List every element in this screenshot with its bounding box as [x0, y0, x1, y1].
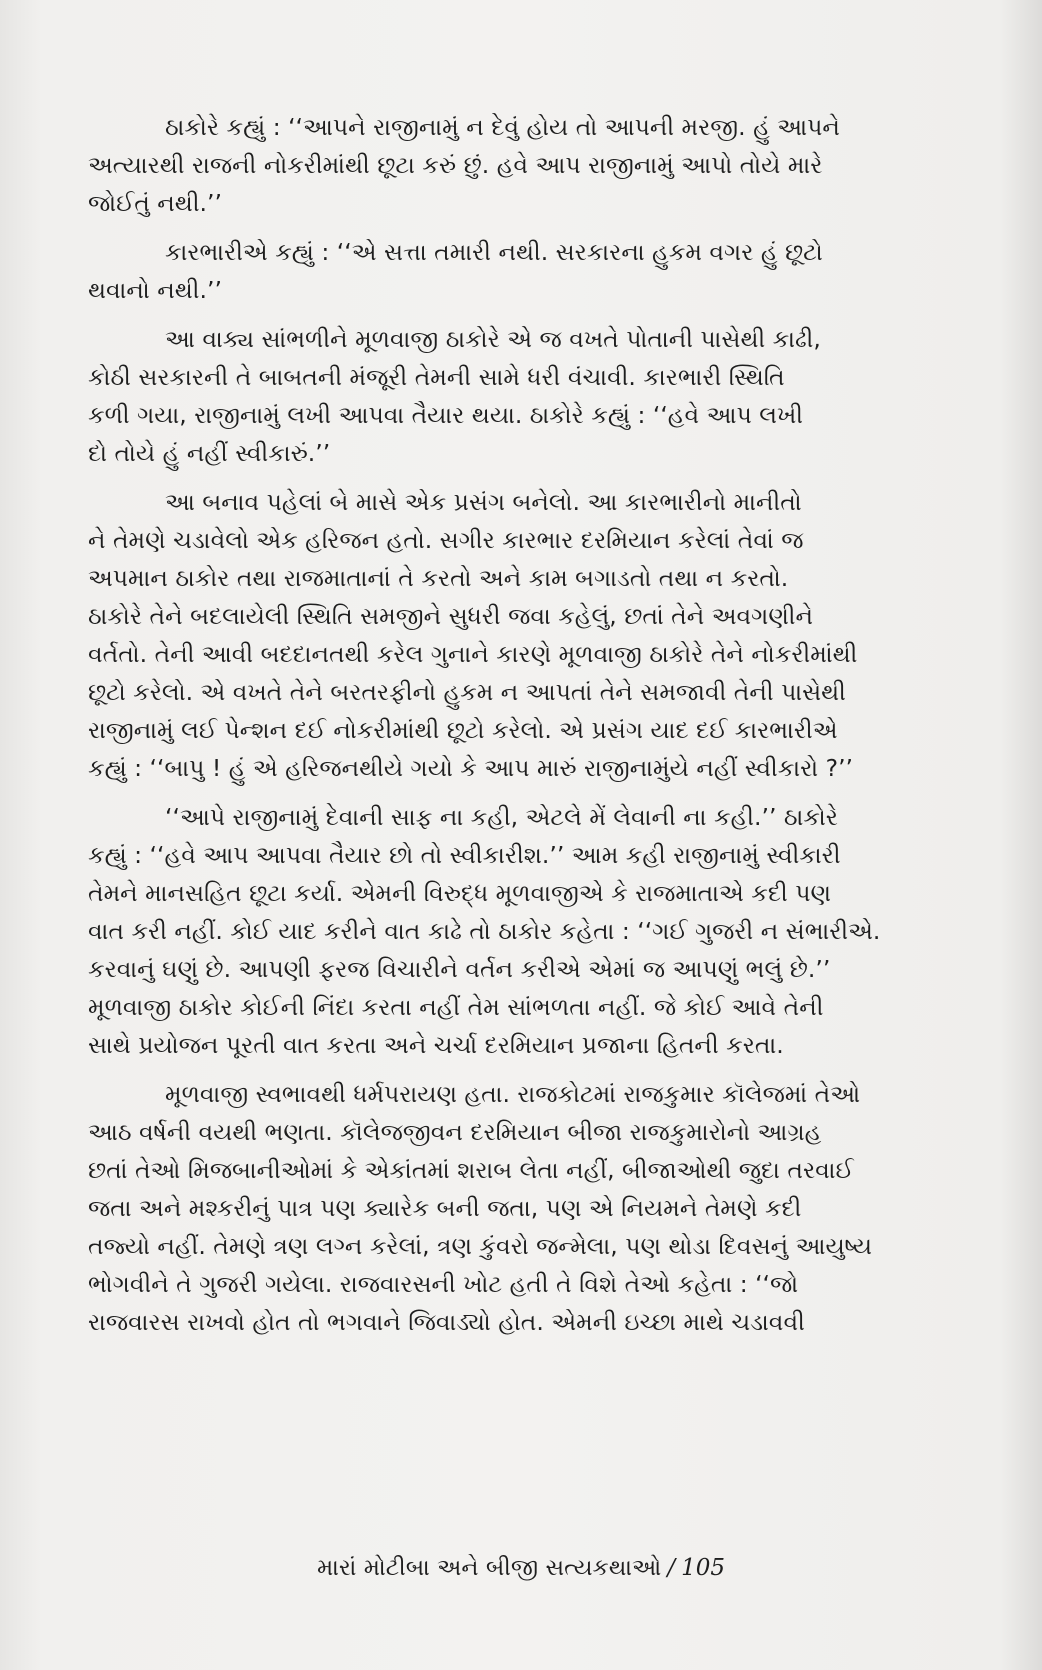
text-line: મૂળવાજી ઠાકોર કોઈની નિંદા કરતા નહીં તેમ સાંભળતા નહીં. જે કોઈ આવે તેની — [88, 993, 824, 1021]
text-line: અપમાન ઠાકોર તથા રાજમાતાનાં તે કરતો અને કામ બગાડતો તથા ન કરતો. — [88, 564, 789, 592]
text-line: કળી ગયા, રાજીનામું લખી આપવા તૈયાર થયા. ઠાકોરે કહ્યું : ‘‘હવે આપ લખી — [88, 401, 804, 429]
text-line: તેમને માનસહિત છૂટા કર્યા. એમની વિરુદ્ધ મૂળવાજીએ કે રાજમાતાએ કદી પણ — [88, 879, 831, 907]
text-line: કારભારીએ કહ્યું : ‘‘એ સત્તા તમારી નથી. સરકારના હુકમ વગર હું છૂટો — [165, 238, 823, 266]
paragraph — [88, 108, 910, 222]
text-line: કોઠી સરકારની તે બાબતની મંજૂરી તેમની સામે ધરી વંચાવી. કારભારી સ્થિતિ — [88, 363, 785, 391]
text-line: કહ્યું : ‘‘હવે આપ આપવા તૈયાર છો તો સ્વીકારીશ.’’ આમ કહી રાજીનામું સ્વીકારી — [88, 841, 841, 869]
text-line: મૂળવાજી સ્વભાવથી ધર્મપરાયણ હતા. રાજકોટમાં રાજકુમાર કૉલેજમાં તેઓ — [165, 1080, 861, 1108]
text-line: જતા અને મશ્કરીનું પાત્ર પણ ક્યારેક બની જતા, પણ એ નિયમને તેમણે કદી — [88, 1194, 802, 1222]
text-line: કહ્યું : ‘‘બાપુ ! હું એ હરિજનથીયે ગયો કે આપ મારું રાજીનામુંયે નહીં સ્વીકારો ?’’ — [88, 754, 854, 782]
text-line: વર્તતો. તેની આવી બદદાનતથી કરેલ ગુનાને કારણે મૂળવાજી ઠાકોરે તેને નોકરીમાંથી — [88, 640, 858, 668]
text-line: થવાનો નથી.’’ — [88, 276, 222, 304]
footer-separator: / — [667, 1555, 676, 1581]
text-line: ‘‘આપે રાજીનામું દેવાની સાફ ના કહી, એટલે મેં લેવાની ના કહી.’’ ઠાકોરે — [165, 803, 838, 831]
text-line: સાથે પ્રયોજન પૂરતી વાત કરતા અને ચર્ચા દરમિયાન પ્રજાના હિતની કરતા. — [88, 1031, 784, 1059]
page-footer — [0, 1555, 1042, 1581]
paragraph — [88, 233, 910, 309]
page-number: 105 — [681, 1555, 725, 1581]
text-line: ને તેમણે ચડાવેલો એક હરિજન હતો. સગીર કારભાર દરમિયાન કરેલાં તેવાં જ — [88, 526, 804, 554]
paragraph — [88, 320, 910, 472]
book-title: મારાં મોટીબા અને બીજી સત્યકથાઓ — [317, 1555, 662, 1581]
text-line: જોઈતું નથી.’’ — [88, 189, 222, 217]
text-line: આ વાક્ય સાંભળીને મૂળવાજી ઠાકોરે એ જ વખતે પોતાની પાસેથી કાઢી, — [165, 325, 821, 353]
paragraph — [88, 483, 910, 787]
text-line: ભોગવીને તે ગુજરી ગયેલા. રાજવારસની ખોટ હતી તે વિશે તેઓ કહેતા : ‘‘જો — [88, 1270, 799, 1298]
text-line: આઠ વર્ષની વયથી ભણતા. કૉલેજજીવન દરમિયાન બીજા રાજકુમારોનો આગ્રહ — [88, 1118, 822, 1146]
body-text — [88, 108, 910, 1352]
text-line: દો તોયે હું નહીં સ્વીકારું.’’ — [88, 439, 331, 467]
text-line: ઠાકોરે કહ્યું : ‘‘આપને રાજીનામું ન દેવું હોય તો આપની મરજી. હું આપને — [165, 113, 840, 141]
text-line: તજ્યો નહીં. તેમણે ત્રણ લગ્ન કરેલાં, ત્રણ કુંવરો જન્મેલા, પણ થોડા દિવસનું આયુષ્ય — [88, 1232, 872, 1260]
text-line: રાજવારસ રાખવો હોત તો ભગવાને જિવાડ્યો હોત. એમની ઇચ્છા માથે ચડાવવી — [88, 1308, 805, 1336]
paragraph — [88, 1075, 910, 1341]
text-line: આ બનાવ પહેલાં બે માસે એક પ્રસંગ બનેલો. આ કારભારીનો માનીતો — [165, 488, 802, 516]
text-line: રાજીનામું લઈ પેન્શન દઈ નોકરીમાંથી છૂટો કરેલો. એ પ્રસંગ યાદ દઈ કારભારીએ — [88, 716, 838, 744]
text-line: ઠાકોરે તેને બદલાયેલી સ્થિતિ સમજીને સુધરી જવા કહેલું, છતાં તેને અવગણીને — [88, 602, 814, 630]
text-line: છતાં તેઓ મિજબાનીઓમાં કે એકાંતમાં શરાબ લેતા નહીં, બીજાઓથી જુદા તરવાઈ — [88, 1156, 854, 1184]
text-line: વાત કરી નહીં. કોઈ યાદ કરીને વાત કાઢે તો ઠાકોર કહેતા : ‘‘ગઈ ગુજરી ન સંભારીએ. — [88, 917, 881, 945]
text-line: છૂટો કરેલો. એ વખતે તેને બરતરફીનો હુકમ ન આપતાં તેને સમજાવી તેની પાસેથી — [88, 678, 846, 706]
paragraph — [88, 798, 910, 1064]
text-line: કરવાનું ઘણું છે. આપણી ફરજ વિચારીને વર્તન કરીએ એમાં જ આપણું ભલું છે.’’ — [88, 955, 831, 983]
text-line: અત્યારથી રાજની નોકરીમાંથી છૂટા કરું છું. હવે આપ રાજીનામું આપો તોયે મારે — [88, 151, 823, 179]
